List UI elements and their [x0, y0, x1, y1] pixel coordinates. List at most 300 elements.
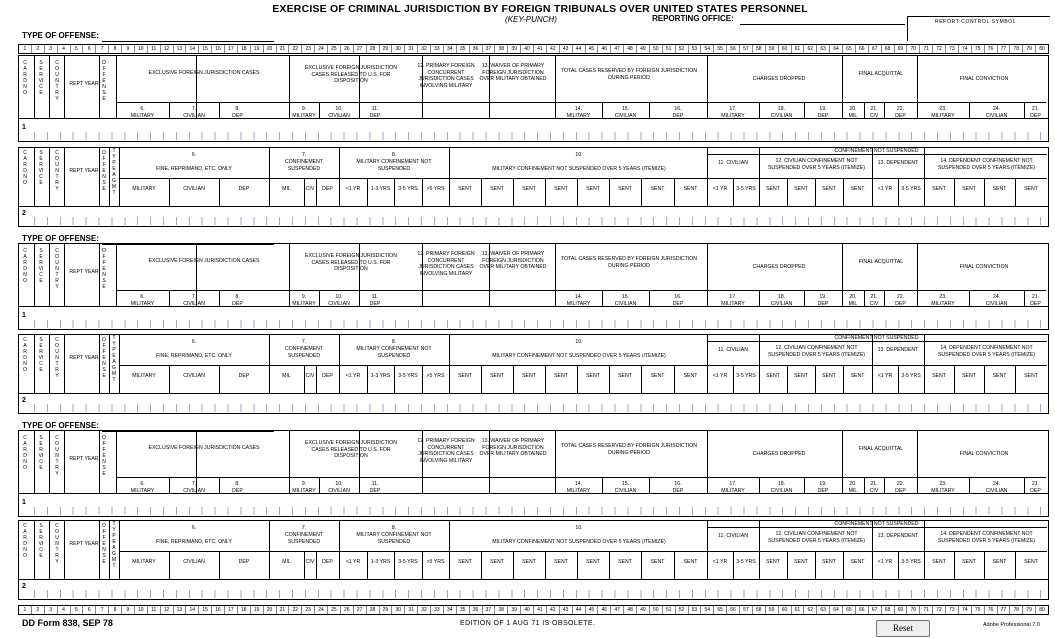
- sub-column-number: 11.: [371, 481, 379, 487]
- sub-column-number: 24.: [992, 294, 1001, 300]
- sub-column-number: 22.: [896, 294, 905, 300]
- entry-ticks: [34, 404, 1046, 412]
- sub-column-label: SENT: [932, 186, 946, 192]
- column-number: 17: [225, 606, 238, 614]
- column-number: 7: [96, 606, 109, 614]
- column-number: 22: [289, 606, 302, 614]
- sub-column-label: DEP: [322, 559, 333, 565]
- col6-number: 6.: [191, 339, 197, 345]
- sub-column-number: 8.: [235, 294, 240, 300]
- service-label: SERVICE: [38, 337, 44, 373]
- column-number: 49: [637, 45, 650, 53]
- sub-column-number: 6.: [140, 294, 145, 300]
- reporting-office-field[interactable]: [740, 24, 905, 25]
- column-number: 63: [817, 45, 830, 53]
- card-no-label: CARD NO: [23, 337, 27, 373]
- column-number: 22: [289, 45, 302, 53]
- sub-column-label: SENT: [962, 186, 976, 192]
- service-label: SERVICE: [38, 248, 44, 284]
- sub-column-label: DEP: [322, 373, 333, 379]
- row-number: 1: [22, 312, 26, 319]
- sub-column-label: CIVILIAN: [985, 487, 1008, 494]
- sub-column-label: SENT: [850, 373, 865, 379]
- column-number: 34: [444, 606, 457, 614]
- grid-line: [969, 477, 970, 493]
- country-label: COUNTRY: [55, 248, 59, 290]
- column-number: 40: [521, 45, 534, 53]
- grid-line: [319, 477, 320, 493]
- column-number: 6: [83, 606, 96, 614]
- col8-label: MILITARY CONFINEMENT NOT SUSPENDED: [356, 346, 432, 359]
- sub-column-label: SENT: [932, 373, 946, 379]
- sub-column-label: DEP: [232, 112, 243, 119]
- grid-line: [759, 102, 760, 118]
- column-number: 29: [380, 45, 393, 53]
- column-number: 24: [315, 606, 328, 614]
- sub-column-label: 3-5 YRS: [901, 559, 921, 565]
- card-no-label: CARD NO: [23, 248, 27, 284]
- sub-column-number: 16.: [674, 106, 682, 112]
- sub-column-label: MILITARY: [132, 373, 156, 379]
- grid-line: [917, 102, 918, 118]
- card-2-block: [18, 334, 1049, 414]
- type-of-offense-label: TYPE OF OFFENSE:: [22, 31, 99, 40]
- sub-column-number: 23.: [939, 294, 947, 300]
- sub-column-label: CIVILIAN: [770, 487, 793, 494]
- column-number: 49: [637, 606, 650, 614]
- column-number: 2: [32, 45, 45, 53]
- sub-column-label: MILITARY: [721, 487, 745, 494]
- grid-line: [707, 477, 708, 493]
- column-number-row: [18, 44, 1049, 54]
- data-entry-row[interactable]: [19, 306, 1048, 332]
- sub-column-label: SENT: [794, 186, 808, 192]
- grid-line: [109, 335, 110, 393]
- grid-line: [49, 244, 50, 306]
- entry-ticks: [34, 590, 1046, 598]
- grid-line: [169, 477, 170, 493]
- column-number: 69: [895, 45, 908, 53]
- column-number: 68: [882, 606, 895, 614]
- column-number: 65: [843, 606, 856, 614]
- final-acquittal-header: FINAL ACQUITTAL: [858, 71, 904, 77]
- column-number: 65: [843, 45, 856, 53]
- sub-column-number: 6.: [140, 106, 145, 112]
- column-number: 35: [457, 45, 470, 53]
- column-number: 21: [277, 45, 290, 53]
- column-number: 31: [405, 606, 418, 614]
- column-number: 75: [972, 45, 985, 53]
- column-number: 31: [405, 45, 418, 53]
- sub-column-label: CIVILIAN: [614, 487, 637, 494]
- sub-column-number: 22.: [896, 106, 905, 112]
- offense-label: OFFENSE: [102, 337, 106, 379]
- column-number: 47: [611, 606, 624, 614]
- sub-column-label: CIV: [869, 112, 879, 119]
- sub-column-label: SENT: [683, 559, 698, 565]
- column-number: 62: [804, 606, 817, 614]
- sub-column-label: DEP: [895, 112, 906, 119]
- column-number: 21: [277, 606, 290, 614]
- column-number: 73: [946, 606, 959, 614]
- column-number: 67: [869, 45, 882, 53]
- column-number: 3: [45, 606, 58, 614]
- sub-column-label: DEP: [672, 300, 684, 307]
- sub-column-label: 1-3 YRS: [370, 373, 391, 379]
- col13-label: 13. DEPENDENT: [877, 533, 919, 539]
- column-number: 46: [598, 45, 611, 53]
- column-number-row: [18, 605, 1049, 615]
- sub-column-number: 21.: [870, 106, 878, 112]
- sub-column-label: 3-5 YRS: [901, 373, 921, 379]
- column-number: 9: [122, 606, 135, 614]
- sub-column-label: SENT: [1024, 559, 1038, 565]
- grid-line: [34, 431, 35, 493]
- col13-header: 13. WAIVER OF PRIMARY FOREIGN JURISDICTION OVER MILITARY OBTAINED: [479, 63, 547, 82]
- column-number: 28: [367, 606, 380, 614]
- column-number: 70: [907, 45, 920, 53]
- sub-column-number: 15.: [621, 106, 630, 112]
- column-number: 34: [444, 45, 457, 53]
- column-number: 46: [598, 606, 611, 614]
- sub-column-label: MILITARY: [931, 300, 955, 307]
- data-entry-row[interactable]: [19, 493, 1048, 519]
- grid-line: [34, 335, 35, 393]
- column-number: 44: [573, 606, 586, 614]
- col8-label: MILITARY CONFINEMENT NOT SUSPENDED: [356, 532, 432, 545]
- grid-line: [119, 335, 120, 393]
- sub-column-label: SENT: [650, 186, 665, 192]
- type-of-offense-field[interactable]: [102, 41, 274, 42]
- column-number: 25: [328, 606, 341, 614]
- grid-line: [842, 102, 843, 118]
- sub-column-number: 7.: [191, 294, 197, 300]
- sub-column-label: MILITARY: [130, 300, 155, 307]
- column-number: 50: [650, 45, 663, 53]
- sub-column-number: 7.: [191, 106, 197, 112]
- col6-number: 6.: [191, 152, 197, 158]
- column-number: 42: [547, 606, 560, 614]
- grid-line: [99, 521, 100, 579]
- sub-column-number: 9.: [301, 481, 307, 487]
- row-number: 2: [22, 210, 26, 217]
- sub-column-label: MILITARY: [292, 112, 316, 119]
- column-number: 40: [521, 606, 534, 614]
- sub-column-label: CIVILIAN: [183, 300, 205, 307]
- sub-column-label: SENT: [766, 373, 780, 379]
- column-number: 2: [32, 606, 45, 614]
- column-number: 79: [1023, 606, 1036, 614]
- sub-column-label: SENT: [522, 559, 536, 565]
- col6-label: FINE, REPRIMAND, ETC. ONLY: [156, 353, 232, 359]
- sub-column-label: MILITARY: [292, 487, 316, 494]
- column-number: 56: [727, 606, 740, 614]
- column-number: 77: [998, 606, 1011, 614]
- sub-column-label: CIVILIAN: [183, 487, 205, 494]
- sub-column-label: CIVILIAN: [183, 186, 205, 192]
- sub-column-number: 21.: [1031, 481, 1040, 487]
- column-number: 64: [830, 45, 843, 53]
- offense-label: OFFENSE: [102, 150, 106, 192]
- sub-column-label: 3-5 YRS: [398, 373, 418, 379]
- column-number: 59: [766, 606, 779, 614]
- grid-line: [319, 102, 320, 118]
- col13-label: 13. DEPENDENT: [877, 347, 919, 353]
- grid-line: [289, 102, 290, 118]
- sub-column-label: CIVILIAN: [985, 300, 1008, 307]
- sub-column-label: SENT: [554, 373, 568, 379]
- sub-column-label: SENT: [650, 559, 665, 565]
- column-number: 33: [431, 606, 444, 614]
- column-number: 57: [740, 45, 753, 53]
- service-label: SERVICE: [38, 150, 44, 186]
- sub-column-label: SENT: [490, 373, 504, 379]
- sub-column-number: 19.: [819, 481, 827, 487]
- grid-line: [359, 290, 360, 306]
- column-number: 14: [186, 606, 199, 614]
- grid-line: [759, 477, 760, 493]
- grid-line: [219, 290, 220, 306]
- grid-line: [555, 102, 556, 118]
- grid-line: [969, 102, 970, 118]
- column-number: 37: [483, 45, 496, 53]
- column-number: 8: [109, 45, 122, 53]
- sub-column-number: 20.: [849, 106, 857, 112]
- column-number: 5: [71, 45, 84, 53]
- column-number: 30: [392, 606, 405, 614]
- column-number: 78: [1010, 606, 1023, 614]
- sub-column-label: DEP: [232, 487, 243, 494]
- total-cases-header: TOTAL CASES RESERVED BY FOREIGN JURISDICTION DURING PERIOD: [560, 68, 698, 81]
- sub-column-label: SENT: [458, 373, 472, 379]
- col14-label: 14. DEPENDENT CONFINEMENT NOT SUSPENDED OVER 5 YEARS (ITEMIZE): [937, 531, 1036, 544]
- grid-line: [1024, 290, 1025, 306]
- sub-column-label: SENT: [822, 186, 836, 192]
- column-number: 32: [418, 606, 431, 614]
- column-number: 12: [161, 45, 174, 53]
- sub-column-label: DEP: [238, 559, 250, 565]
- column-number: 39: [508, 606, 521, 614]
- type-agmt-label: TYPE AGMT: [111, 521, 117, 569]
- col8-number: 8.: [391, 339, 397, 345]
- column-number: 76: [985, 45, 998, 53]
- column-number: 36: [470, 45, 483, 53]
- exclusive-released-header: EXCLUSIVE FOREIGN JURISDICTION CASES RELEASED TO U.S. FOR DISPOSITION: [305, 253, 397, 272]
- column-number: 8: [109, 606, 122, 614]
- col12-label: 12. CIVILIAN CONFINEMENT NOT SUSPENDED OVER 5 YEARS (ITEMIZE): [767, 531, 866, 544]
- charges-dropped-header: CHARGES DROPPED: [752, 264, 806, 270]
- sub-column-label: DEP: [1030, 112, 1041, 119]
- offense-label: OFFENSE: [102, 435, 106, 477]
- grid-line: [289, 477, 290, 493]
- grid-line: [64, 521, 65, 579]
- grid-line: [219, 102, 220, 118]
- col13-label: 13. DEPENDENT: [877, 160, 919, 166]
- column-number: 77: [998, 45, 1011, 53]
- grid-line: [64, 431, 65, 493]
- sub-column-label: SENT: [586, 186, 600, 192]
- sub-column-number: 21.: [870, 294, 878, 300]
- sub-column-label: SENT: [490, 186, 504, 192]
- charges-dropped-header: CHARGES DROPPED: [752, 451, 806, 457]
- sub-column-number: 17.: [729, 294, 737, 300]
- entry-ticks: [34, 320, 1046, 328]
- sub-column-label: SENT: [554, 559, 568, 565]
- sub-column-number: 18.: [777, 481, 786, 487]
- column-number: 53: [689, 606, 702, 614]
- sub-column-label: 3-5 YRS: [736, 559, 756, 565]
- type-of-offense-label: TYPE OF OFFENSE:: [22, 234, 99, 243]
- sub-column-label: DEP: [672, 112, 684, 119]
- sub-column-label: MIL: [848, 487, 858, 494]
- sub-column-number: 8.: [235, 481, 240, 487]
- card-1-block: [18, 430, 1049, 517]
- column-number: 14: [186, 45, 199, 53]
- sub-column-label: MILITARY: [132, 186, 156, 192]
- country-label: COUNTRY: [55, 150, 59, 192]
- grid-line: [116, 477, 1046, 478]
- card-2-block: [18, 147, 1049, 227]
- sub-column-label: SENT: [1024, 373, 1038, 379]
- col12-label: 12. CIVILIAN CONFINEMENT NOT SUSPENDED OVER 5 YEARS (ITEMIZE): [767, 345, 866, 358]
- col6-number: 6.: [191, 525, 197, 531]
- grid-line: [119, 551, 1047, 552]
- column-number: 12: [161, 606, 174, 614]
- grid-line: [119, 148, 120, 206]
- final-acquittal-header: FINAL ACQUITTAL: [858, 259, 904, 265]
- sub-column-label: <1 YR: [712, 559, 728, 565]
- column-number: 24: [315, 45, 328, 53]
- grid-line: [649, 290, 650, 306]
- sub-column-label: MILITARY: [292, 300, 316, 307]
- column-number: 26: [341, 45, 354, 53]
- column-number: 80: [1039, 607, 1045, 613]
- column-number: 62: [804, 45, 817, 53]
- sub-column-label: DEP: [895, 300, 906, 307]
- column-number: 27: [354, 606, 367, 614]
- total-cases-header: TOTAL CASES RESERVED BY FOREIGN JURISDICTION DURING PERIOD: [560, 256, 698, 269]
- grid-line: [649, 477, 650, 493]
- sub-column-number: 21.: [1031, 294, 1040, 300]
- sub-column-number: 6.: [140, 481, 145, 487]
- sub-column-number: 8.: [235, 106, 240, 112]
- sub-column-label: SENT: [618, 559, 632, 565]
- column-number: 15: [199, 606, 212, 614]
- column-number: 13: [174, 606, 187, 614]
- col12-header: 12. PRIMARY FOREIGN CONCURRENT JURISDICTION CASES INVOLVING MILITARY: [417, 438, 475, 464]
- grid-line: [99, 56, 100, 118]
- sub-column-label: CIVILIAN: [614, 112, 637, 119]
- grid-line: [49, 521, 50, 579]
- sub-column-number: 17.: [729, 106, 737, 112]
- col12-header: 12. PRIMARY FOREIGN CONCURRENT JURISDICTION CASES INVOLVING MILITARY: [417, 251, 475, 277]
- column-number: 13: [174, 45, 187, 53]
- country-label: COUNTRY: [55, 337, 59, 379]
- offense-label: OFFENSE: [102, 248, 106, 290]
- column-number: 33: [431, 45, 444, 53]
- grid-line: [119, 521, 120, 579]
- grid-line: [602, 102, 603, 118]
- column-number: 7: [96, 45, 109, 53]
- type-of-offense-label: TYPE OF OFFENSE:: [22, 421, 99, 430]
- charges-dropped-header: CHARGES DROPPED: [752, 76, 806, 82]
- sub-column-label: SENT: [586, 559, 600, 565]
- data-entry-row[interactable]: [19, 118, 1048, 144]
- column-number: 20: [264, 45, 277, 53]
- sub-column-label: SENT: [766, 186, 780, 192]
- sub-column-label: <1 YR: [345, 373, 361, 379]
- grid-line: [969, 290, 970, 306]
- column-number: 58: [753, 606, 766, 614]
- grid-line: [884, 290, 885, 306]
- reset-button[interactable]: Reset: [876, 620, 930, 637]
- sub-column-label: 3-5 YRS: [736, 186, 756, 192]
- exclusive-released-header: EXCLUSIVE FOREIGN JURISDICTION CASES RELEASED TO U.S. FOR DISPOSITION: [305, 65, 397, 84]
- column-number: 4: [58, 45, 71, 53]
- grid-line: [842, 477, 843, 493]
- column-number: 11: [148, 45, 161, 53]
- sub-column-label: MILITARY: [566, 112, 591, 119]
- final-acquittal-header: FINAL ACQUITTAL: [858, 446, 904, 452]
- sub-column-label: SENT: [522, 186, 536, 192]
- col10-number: 10.: [575, 525, 583, 531]
- row-number: 2: [22, 397, 26, 404]
- grid-line: [649, 102, 650, 118]
- grid-line: [1024, 477, 1025, 493]
- sub-column-label: <1 YR: [345, 186, 361, 192]
- column-number: 19: [251, 45, 264, 53]
- sub-column-number: 9.: [301, 106, 307, 112]
- exclusive-released-header: EXCLUSIVE FOREIGN JURISDICTION CASES RELEASED TO U.S. FOR DISPOSITION: [305, 440, 397, 459]
- col10-label: MILITARY CONFINEMENT NOT SUSPENDED OVER 5 YEARS (ITEMIZE): [492, 353, 666, 359]
- grid-line: [49, 335, 50, 393]
- column-number: 55: [714, 606, 727, 614]
- sub-column-label: DEP: [1030, 300, 1041, 307]
- col14-label: 14. DEPENDENT CONFINEMENT NOT SUSPENDED OVER 5 YEARS (ITEMIZE): [937, 345, 1036, 358]
- confinement-not-suspended: CONFINEMENT NOT SUSPENDED: [834, 335, 919, 341]
- sub-column-label: CIV: [869, 487, 879, 494]
- sub-column-number: 19.: [819, 294, 827, 300]
- col7-number: 7.: [301, 152, 307, 158]
- sub-column-label: CIVILIAN: [985, 112, 1008, 119]
- report-control-symbol: REPORT CONTROL SYMBOL: [935, 19, 1017, 25]
- confinement-not-suspended: CONFINEMENT NOT SUSPENDED: [834, 148, 919, 154]
- grid-line: [99, 431, 100, 493]
- sub-column-label: 3-5 YRS: [736, 373, 756, 379]
- column-number: 56: [727, 45, 740, 53]
- column-number: 73: [946, 45, 959, 53]
- column-number: 10: [135, 606, 148, 614]
- sub-column-label: <1 YR: [877, 373, 893, 379]
- column-number: 16: [212, 606, 225, 614]
- sub-column-number: 14.: [574, 106, 583, 112]
- grid-line: [34, 148, 35, 206]
- column-number: 16: [212, 45, 225, 53]
- column-number: 78: [1010, 45, 1023, 53]
- sub-column-label: SENT: [554, 186, 568, 192]
- sub-column-label: SENT: [586, 373, 600, 379]
- sub-column-label: DEP: [369, 300, 381, 307]
- column-number: 60: [779, 606, 792, 614]
- sub-column-label: CIVILIAN: [328, 112, 350, 119]
- card-no-label: CARD NO: [23, 435, 27, 471]
- column-number: 54: [701, 606, 714, 614]
- column-number: 64: [830, 606, 843, 614]
- column-number: 43: [560, 45, 573, 53]
- column-number: 71: [920, 606, 933, 614]
- card-2-block: [18, 520, 1049, 600]
- column-number: 39: [508, 45, 521, 53]
